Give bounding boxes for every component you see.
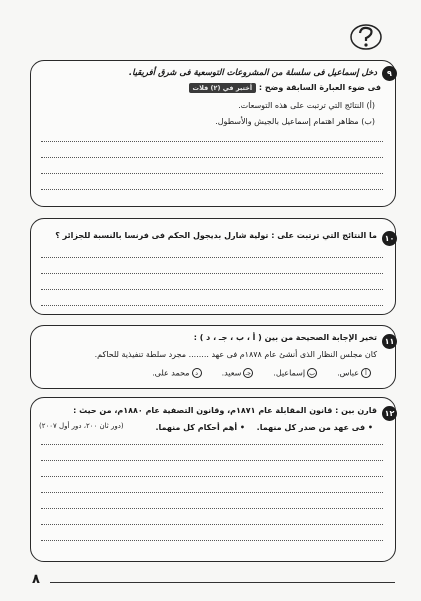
answer-line[interactable] (41, 257, 383, 258)
answer-line[interactable] (41, 189, 383, 190)
answer-line[interactable] (41, 157, 383, 158)
answer-line[interactable] (41, 173, 383, 174)
question-9-item-b: (ب) مظاهر اهتمام إسماعيل بالجيش والأسطول. (215, 117, 375, 126)
option-c-text: سعيد. (221, 368, 242, 378)
option-c[interactable] (222, 368, 256, 378)
question-10-number: ١٠ (382, 231, 397, 246)
answer-line[interactable] (41, 305, 383, 306)
question-11-heading: تخير الإجابة الصحيحة من بين ( أ ، ب ، جـ ، د ) : (193, 333, 377, 342)
answer-line[interactable] (41, 273, 383, 274)
option-d[interactable] (152, 368, 203, 378)
option-a-text: عباس. (337, 368, 359, 378)
question-11-statement: كان مجلس النظار الذى أنشئ عام ١٨٧٨م فى عهد ........ مجرد سلطة تنفيذية للحاكم. (94, 350, 377, 359)
option-b-letter: ب (307, 368, 317, 378)
option-d-text: محمد على. (152, 368, 190, 378)
question-12-point-2: • أهم أحكام كل منهما. (155, 423, 245, 432)
question-9-instruction (186, 83, 381, 93)
question-9-number: ٩ (382, 66, 397, 81)
question-11-box (30, 325, 396, 389)
question-9-instruction-text: فى ضوء العبارة السابقة وضح : (258, 83, 381, 92)
question-mark-logo-icon (349, 22, 383, 52)
answer-line[interactable] (41, 492, 383, 493)
question-12-point-1: • فى عهد من صدر كل منهما. (256, 423, 373, 432)
question-10-box (30, 218, 396, 315)
answer-line[interactable] (41, 444, 383, 445)
question-9-heading: دخل إسماعيل فى سلسلة من المشروعات التوسعية فى شرق أفريقيا. (128, 68, 377, 78)
option-b-text: إسماعيل. (273, 368, 306, 378)
answer-line[interactable] (41, 289, 383, 290)
answer-line[interactable] (41, 540, 383, 541)
option-b[interactable] (273, 368, 319, 378)
question-11-number: ١١ (382, 334, 397, 349)
question-12-box (30, 397, 396, 562)
question-12-reference: (دور ثان ٢٠٠، دور أول ٢٠٠٧) (39, 422, 124, 430)
question-9-item-a: (أ) النتائج التي ترتبت على هذه التوسعات. (238, 101, 375, 110)
option-a-letter: أ (361, 368, 371, 378)
answer-line[interactable] (41, 524, 383, 525)
question-12-heading: قارن بين : قانون المقابلة عام ١٨٧١م، وقانون التصفية عام ١٨٨٠م، من حيث : (73, 406, 377, 415)
page-number: ٨ (32, 572, 40, 587)
question-11-options (152, 368, 373, 378)
answer-line[interactable] (41, 141, 383, 142)
option-a[interactable] (337, 368, 373, 378)
answer-line[interactable] (41, 508, 383, 509)
question-10-heading: ما النتائج التي ترتبت على : تولية شارل بديجول الحكم فى فرنسا بالنسبة للجزائر ؟ (55, 231, 377, 240)
option-d-letter: د (192, 368, 202, 378)
question-9-box (30, 60, 396, 207)
answer-line[interactable] (41, 476, 383, 477)
question-12-number: ١٢ (382, 406, 397, 421)
answer-line[interactable] (41, 460, 383, 461)
exam-tag-badge: أختبر في (٢) فلات (189, 83, 257, 93)
option-c-letter: جـ (243, 368, 253, 378)
footer-divider (50, 582, 395, 583)
